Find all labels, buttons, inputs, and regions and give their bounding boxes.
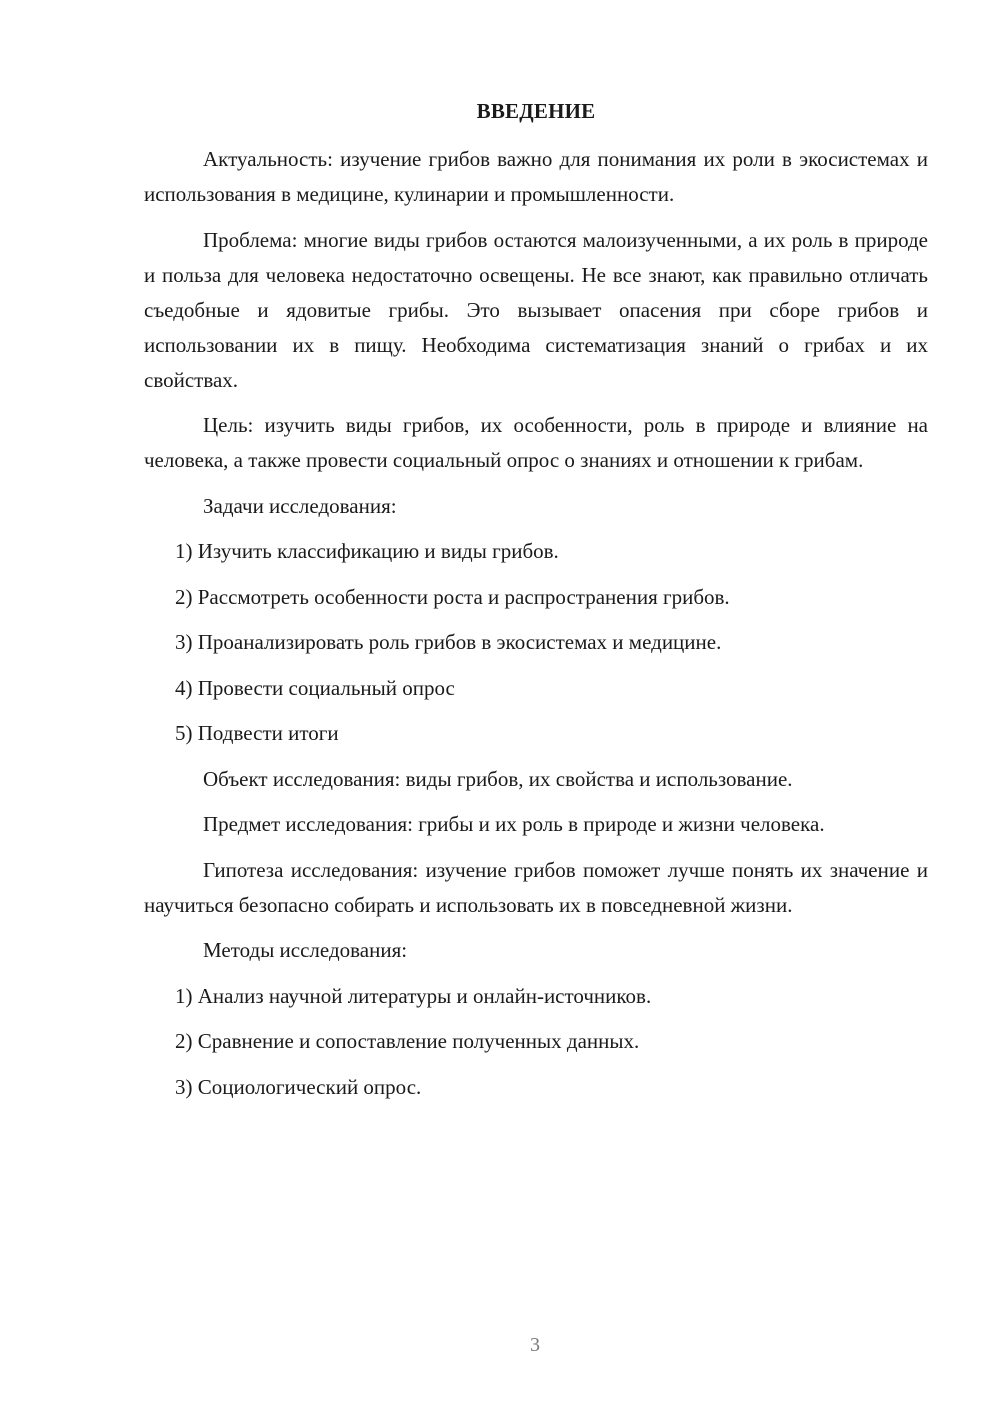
- method-item: 3) Социологический опрос.: [175, 1074, 422, 1099]
- task-item: 5) Подвести итоги: [175, 721, 339, 745]
- hypothesis-paragraph: Гипотеза исследования: изучение грибов поможет лучше понять их значение и научиться безопасно собирать и использовать их в повседневной жизни.: [144, 857, 928, 917]
- relevance-paragraph: Актуальность: изучение грибов важно для понимания их роли в экосистемах и использования в медицине, кулинарии и промышленности.: [144, 147, 928, 206]
- task-item: 2) Рассмотреть особенности роста и распространения грибов.: [175, 584, 730, 609]
- method-item: 2) Сравнение и сопоставление полученных данных.: [175, 1029, 640, 1053]
- task-item: 4) Провести социальный опрос: [175, 675, 455, 700]
- object-paragraph: Объект исследования: виды грибов, их свойства и использование.: [203, 766, 793, 791]
- method-item: 1) Анализ научной литературы и онлайн-источников.: [175, 983, 652, 1008]
- goal-paragraph: Цель: изучить виды грибов, их особенности, роль в природе и влияние на человека, а также провести социальный опрос о знаниях и отношении к грибам.: [144, 413, 928, 472]
- page-title: ВВЕДЕНИЕ: [476, 99, 596, 123]
- task-item: 1) Изучить классификацию и виды грибов.: [175, 539, 559, 563]
- methods-heading: Методы исследования:: [203, 938, 408, 962]
- page-number: 3: [530, 1334, 540, 1356]
- document-body: [144, 142, 928, 1115]
- tasks-heading: Задачи исследования:: [203, 493, 397, 518]
- problem-paragraph: Проблема: многие виды грибов остаются малоизученными, а их роль в природе и польза для человека недостаточно освещены. Не все знают, как правильно отличать съедобные и ядовитые грибы. Это вызывает опасения при сборе грибов и использовании их в пищу. Необходима систематизация знаний о грибах и их свойствах.: [144, 227, 928, 392]
- task-item: 3) Проанализировать роль грибов в экосистемах и медицине.: [175, 630, 722, 654]
- subject-paragraph: Предмет исследования: грибы и их роль в природе и жизни человека.: [203, 812, 825, 836]
